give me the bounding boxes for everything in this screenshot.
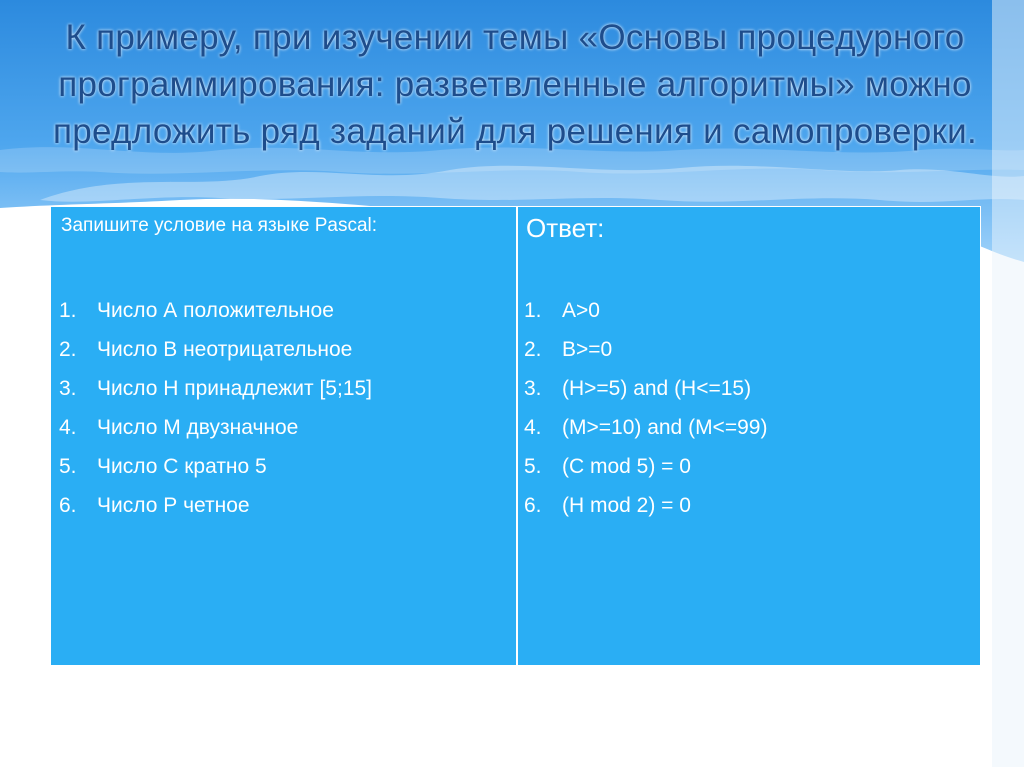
list-item bbox=[59, 369, 372, 408]
item-number: 3. bbox=[524, 377, 542, 400]
answers-column bbox=[518, 207, 980, 665]
tasks-column bbox=[51, 207, 518, 665]
item-text: (H>=5) and (H<=15) bbox=[562, 377, 752, 400]
item-text: Число М двузначное bbox=[97, 416, 299, 439]
item-text: (H mod 2) = 0 bbox=[562, 494, 691, 517]
answers-list bbox=[524, 291, 767, 525]
item-text: Число Н принадлежит [5;15] bbox=[97, 377, 373, 400]
item-number: 4. bbox=[59, 416, 77, 439]
item-number: 4. bbox=[524, 416, 542, 439]
item-number: 6. bbox=[59, 494, 77, 517]
slide-title: К примеру, при изучении темы «Основы процедурного программирования: разветвленные алгоритмы» можно предложить ряд заданий для решения и самопроверки. bbox=[52, 18, 978, 151]
item-text: Число А положительное bbox=[97, 299, 334, 322]
task-answer-table bbox=[50, 206, 981, 666]
item-number: 3. bbox=[59, 377, 77, 400]
item-number: 6. bbox=[524, 494, 542, 517]
tasks-heading: Запишите условие на языке Pascal: bbox=[61, 215, 378, 236]
list-item bbox=[59, 330, 372, 369]
item-number: 1. bbox=[524, 299, 542, 322]
item-text: B>=0 bbox=[562, 338, 613, 361]
list-item bbox=[524, 447, 767, 486]
item-number: 2. bbox=[59, 338, 77, 361]
list-item bbox=[59, 447, 372, 486]
item-text: Число Р четное bbox=[97, 494, 250, 517]
item-text: Число С кратно 5 bbox=[97, 455, 267, 478]
item-number: 1. bbox=[59, 299, 77, 322]
item-text: (C mod 5) = 0 bbox=[562, 455, 691, 478]
item-text: (M>=10) and (M<=99) bbox=[562, 416, 768, 439]
item-number: 5. bbox=[524, 455, 542, 478]
tasks-list bbox=[59, 291, 372, 525]
list-item bbox=[59, 291, 372, 330]
item-number: 2. bbox=[524, 338, 542, 361]
list-item bbox=[524, 330, 767, 369]
list-item bbox=[59, 486, 372, 525]
item-text: Число В неотрицательное bbox=[97, 338, 353, 361]
answers-heading: Ответ: bbox=[526, 213, 605, 243]
list-item bbox=[524, 408, 767, 447]
list-item bbox=[524, 486, 767, 525]
item-number: 5. bbox=[59, 455, 77, 478]
list-item bbox=[59, 408, 372, 447]
list-item bbox=[524, 369, 767, 408]
item-text: A>0 bbox=[562, 299, 600, 322]
list-item bbox=[524, 291, 767, 330]
